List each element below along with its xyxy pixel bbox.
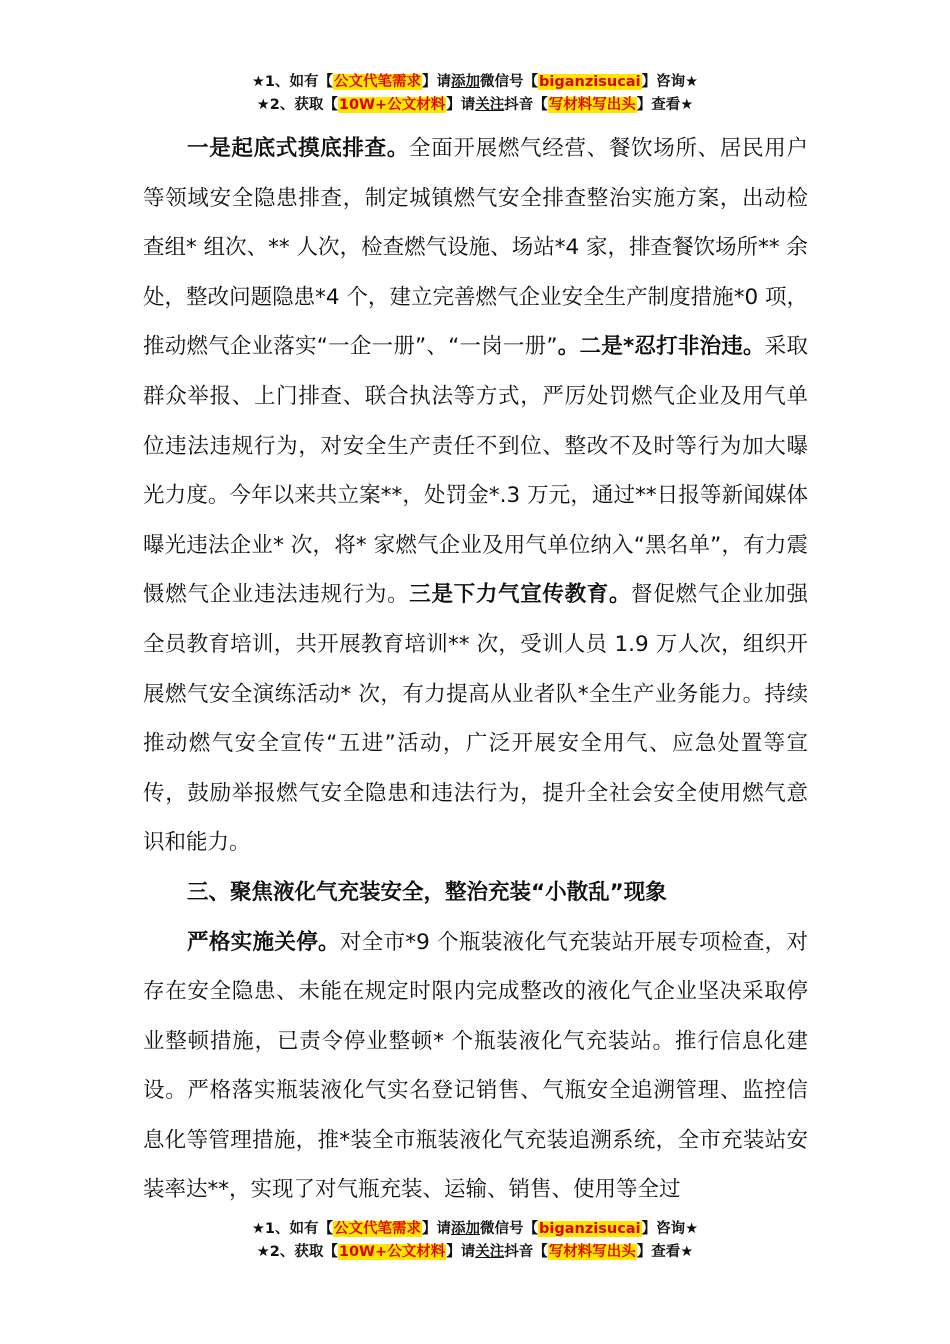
promo-text: 请 [436, 74, 452, 90]
promo-text: 查看★ [651, 97, 694, 113]
promo-text: 咨询★ [656, 1221, 699, 1237]
promo-underlined-word: 关注 [475, 1244, 505, 1260]
highlight-douyin-id: 写材料写出头 [548, 97, 636, 113]
bracket: 【 [318, 74, 334, 90]
bracket: 】 [422, 1221, 437, 1237]
bracket: 【 [318, 1221, 334, 1237]
promo-text: 抖音 [504, 1244, 534, 1260]
bracket: 】 [636, 97, 652, 113]
promo-text: ★2、获取 [256, 1244, 324, 1260]
promo-underlined-word: 关注 [475, 97, 505, 113]
paragraph-lpg-filling [143, 918, 808, 1216]
bold-lead-2: 。二是*忍打非治违。 [557, 334, 765, 360]
bracket: 【 [523, 74, 539, 90]
bracket: 】 [641, 74, 657, 90]
promo-text: ★1、如有 [251, 1221, 319, 1237]
promo-text: 微信号 [480, 1221, 524, 1237]
highlight-wechat-id: biganzisucai [539, 74, 641, 90]
promo-text: 咨询★ [656, 74, 699, 90]
highlight-douyin-id: 写材料写出头 [548, 1244, 636, 1260]
highlight-materials: 10W+公文材料 [338, 1244, 446, 1260]
paragraph-text: 督促燃气企业加强全员教育培训，共开展教育培训** 次，受训人员 1.9 万人次，组织开展燃气安全演练活动* 次，有力提高从业者队*全生产业务能力。持续推动燃气安全宣传“五进”活动，广泛开展安全用气、应急处置等宣传，鼓励举报燃气安全隐患和违法行为，提升全社会安全使用燃气意识和能力。 [143, 582, 808, 856]
promo-line-1 [0, 1218, 950, 1241]
paragraph-text: 采取群众举报、上门排查、联合执法等方式，严厉处罚燃气企业及用气单位违法违规行为，对安全生产责任不到位、整改不及时等行为加大曝光力度。今年以来共立案**，处罚金*.3 万元，通过**日报等新闻媒体曝光违法企业* 次，将* 家燃气企业及用气单位纳入“黑名单”，有力震慑燃气企业违法违规行为。 [143, 334, 808, 608]
bottom-promo-banner [0, 1218, 950, 1264]
bracket: 【 [323, 1244, 338, 1260]
document-body [143, 124, 808, 1215]
promo-text: 请 [436, 1221, 452, 1237]
bracket: 【 [323, 97, 338, 113]
promo-line-2 [0, 94, 950, 117]
promo-text: 请 [460, 1244, 476, 1260]
highlight-service: 公文代笔需求 [334, 1221, 422, 1237]
section-heading-3: 三、聚焦液化气充装安全，整治充装“小散乱”现象 [187, 879, 667, 905]
highlight-wechat-id: biganzisucai [539, 1221, 641, 1237]
highlight-materials: 10W+公文材料 [338, 97, 446, 113]
bracket: 【 [533, 1244, 548, 1260]
promo-text: 查看★ [651, 1244, 694, 1260]
bracket: 【 [533, 97, 548, 113]
promo-text: ★1、如有 [251, 74, 319, 90]
bracket: 】 [422, 74, 437, 90]
promo-text: ★2、获取 [256, 97, 324, 113]
paragraph-gas-safety-measures [143, 124, 808, 868]
bracket: 】 [641, 1221, 657, 1237]
highlight-service: 公文代笔需求 [334, 74, 422, 90]
top-promo-banner [0, 71, 950, 117]
promo-line-2 [0, 1241, 950, 1264]
bracket: 】 [446, 97, 461, 113]
promo-underlined-word: 添加 [451, 74, 481, 90]
promo-text: 抖音 [504, 97, 534, 113]
promo-underlined-word: 添加 [451, 1221, 481, 1237]
bold-lead-1: 一是起底式摸底排查。 [187, 136, 410, 161]
paragraph-text: 对全市*9 个瓶装液化气充装站开展专项检查，对存在安全隐患、未能在规定时限内完成整改的液化气企业坚决采取停业整顿措施，已责令停业整顿* 个瓶装液化气充装站。推行信息化建设。严格落实瓶装液化气实名登记销售、气瓶安全追溯管理、监控信息化等管理措施，推*装全市瓶装液化气充装追溯系统，全市充装站安装率达**，实现了对气瓶充装、运输、销售、使用等全过 [143, 929, 809, 1203]
promo-text: 微信号 [480, 74, 524, 90]
paragraph-text: 全面开展燃气经营、餐饮场所、居民用户等领域安全隐患排查，制定城镇燃气安全排查整治实施方案，出动检查组* 组次、** 人次，检查燃气设施、场站*4 家，排查餐饮场所** 余处，整改问题隐患*4 个，建立完善燃气企业安全生产制度措施*0 项，推动燃气企业落实“一企一册”、“一岗一册” [143, 136, 808, 360]
promo-text: 请 [460, 97, 476, 113]
bold-lead-shutdown: 严格实施关停。 [187, 929, 340, 955]
bracket: 】 [446, 1244, 461, 1260]
promo-line-1 [0, 71, 950, 94]
bracket: 【 [523, 1221, 539, 1237]
bold-lead-3: 三是下力气宣传教育。 [409, 582, 632, 608]
bracket: 】 [636, 1244, 652, 1260]
